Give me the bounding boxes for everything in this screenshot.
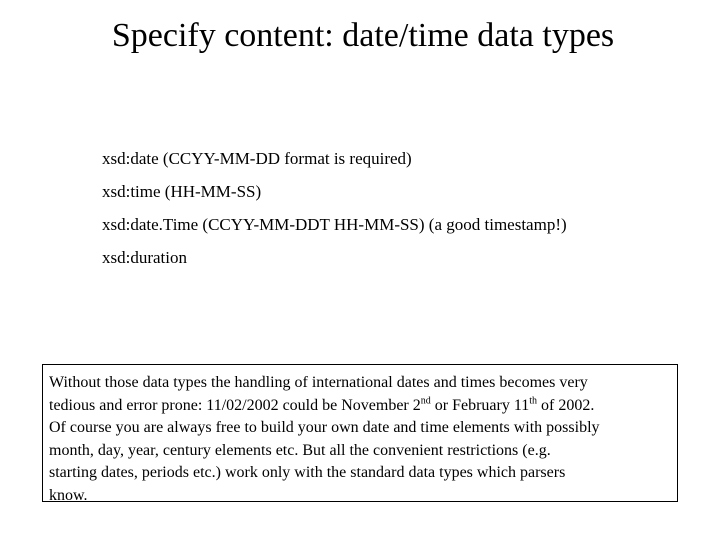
note-text: or February 11 — [430, 396, 530, 414]
list-item-time: xsd:time (HH-MM-SS) — [102, 182, 262, 201]
note-text: of 2002. — [537, 396, 595, 414]
note-line — [49, 395, 671, 418]
ordinal-suffix: th — [529, 395, 538, 407]
note-line: starting dates, periods etc.) work only with the standard data types which parsers — [49, 464, 566, 481]
slide-title: Specify content: date/time data types — [111, 17, 615, 54]
note-line: Of course you are always free to build your own date and time elements with possibly — [49, 419, 600, 436]
note-line: month, day, year, century elements etc. But all the convenient restrictions (e.g. — [49, 441, 551, 459]
note-text: tedious and error prone: 11/02/2002 could be November 2 — [49, 396, 421, 414]
ordinal-suffix: nd — [420, 395, 431, 407]
list-item-datetime: xsd:date.Time (CCYY-MM-DDT HH-MM-SS) (a good timestamp!) — [102, 215, 567, 234]
note-line: Without those data types the handling of international dates and times becomes very — [49, 374, 588, 391]
list-item-date: xsd:date (CCYY-MM-DD format is required) — [102, 149, 412, 168]
data-type-list — [102, 146, 567, 278]
note-box — [42, 364, 678, 502]
note-line: know. — [49, 486, 88, 504]
list-item-duration: xsd:duration — [102, 248, 187, 267]
